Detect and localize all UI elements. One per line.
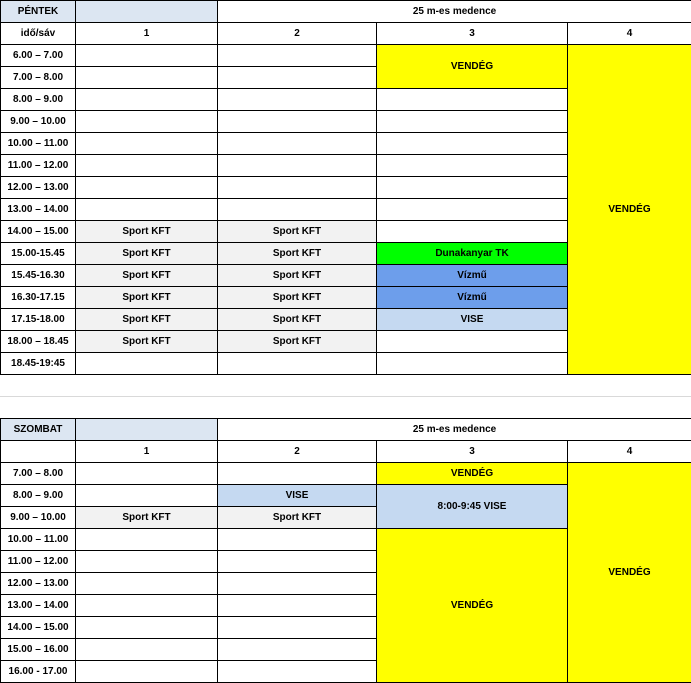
friday-slot-cell xyxy=(218,353,377,375)
friday-time-cell: 9.00 – 10.00 xyxy=(1,111,76,133)
friday-slot-cell xyxy=(377,199,568,221)
friday-slot-cell xyxy=(76,67,218,89)
saturday-time-cell: 7.00 – 8.00 xyxy=(1,463,76,485)
friday-slot-cell xyxy=(76,111,218,133)
saturday-lane-2-sport-kft: Sport KFT xyxy=(218,507,377,529)
saturday-schedule-table xyxy=(0,418,691,683)
saturday-lane-3-header: 3 xyxy=(377,441,568,463)
friday-lane-1-sport-kft: Sport KFT xyxy=(76,221,218,243)
friday-slot-cell xyxy=(377,221,568,243)
friday-lane-1-sport-kft: Sport KFT xyxy=(76,309,218,331)
friday-lane-2-sport-kft: Sport KFT xyxy=(218,287,377,309)
saturday-lane-1-sport-kft: Sport KFT xyxy=(76,507,218,529)
saturday-slot-cell xyxy=(76,529,218,551)
friday-slot-cell xyxy=(377,155,568,177)
saturday-slot-cell xyxy=(76,573,218,595)
saturday-time-cell: 12.00 – 13.00 xyxy=(1,573,76,595)
friday-lane-1-header: 1 xyxy=(76,23,218,45)
friday-time-cell: 15.45-16.30 xyxy=(1,265,76,287)
saturday-slot-cell xyxy=(76,551,218,573)
friday-slot-cell xyxy=(218,133,377,155)
friday-slot-cell xyxy=(76,177,218,199)
saturday-slot-cell xyxy=(76,617,218,639)
friday-lane-3-vendeg-block: VENDÉG xyxy=(377,45,568,89)
friday-slot-cell xyxy=(218,111,377,133)
friday-lane-3-header: 3 xyxy=(377,23,568,45)
friday-lane-1-sport-kft: Sport KFT xyxy=(76,331,218,353)
saturday-time-cell: 16.00 - 17.00 xyxy=(1,661,76,683)
friday-lane-2-sport-kft: Sport KFT xyxy=(218,331,377,353)
saturday-slot-cell xyxy=(218,573,377,595)
saturday-slot-cell xyxy=(218,617,377,639)
saturday-slot-cell xyxy=(218,551,377,573)
saturday-time-cell: 14.00 – 15.00 xyxy=(1,617,76,639)
friday-lane-1-sport-kft: Sport KFT xyxy=(76,243,218,265)
friday-time-cell: 18.00 – 18.45 xyxy=(1,331,76,353)
friday-slot-cell xyxy=(76,353,218,375)
friday-time-cell: 15.00-15.45 xyxy=(1,243,76,265)
friday-lane-2-sport-kft: Sport KFT xyxy=(218,221,377,243)
friday-time-cell: 12.00 – 13.00 xyxy=(1,177,76,199)
saturday-pool-title: 25 m-es medence xyxy=(218,419,691,441)
friday-time-cell: 6.00 – 7.00 xyxy=(1,45,76,67)
friday-time-cell: 11.00 – 12.00 xyxy=(1,155,76,177)
friday-lane-3-vise: VISE xyxy=(377,309,568,331)
saturday-lane-4-header: 4 xyxy=(568,441,691,463)
saturday-header-blank xyxy=(76,419,218,441)
friday-time-cell: 18.45-19:45 xyxy=(1,353,76,375)
friday-slot-cell xyxy=(76,45,218,67)
saturday-slot-cell xyxy=(218,639,377,661)
gap-gridline xyxy=(0,396,691,397)
friday-day-label: PÉNTEK xyxy=(1,1,76,23)
friday-slot-cell xyxy=(218,155,377,177)
friday-time-cell: 13.00 – 14.00 xyxy=(1,199,76,221)
friday-time-cell: 16.30-17.15 xyxy=(1,287,76,309)
saturday-lane-2-header: 2 xyxy=(218,441,377,463)
friday-lane-3-dunakanyar: Dunakanyar TK xyxy=(377,243,568,265)
saturday-lane-2-vise: VISE xyxy=(218,485,377,507)
friday-slot-cell xyxy=(218,199,377,221)
friday-lane-2-header: 2 xyxy=(218,23,377,45)
saturday-slot-cell xyxy=(76,595,218,617)
saturday-slot-cell xyxy=(76,661,218,683)
friday-slot-cell xyxy=(218,45,377,67)
saturday-lane-1-header: 1 xyxy=(76,441,218,463)
saturday-time-cell: 11.00 – 12.00 xyxy=(1,551,76,573)
friday-slot-cell xyxy=(76,133,218,155)
friday-time-cell: 10.00 – 11.00 xyxy=(1,133,76,155)
friday-slot-cell xyxy=(76,155,218,177)
saturday-slot-cell xyxy=(218,463,377,485)
saturday-slot-cell xyxy=(218,529,377,551)
friday-lane-3-vizmu: Vízmű xyxy=(377,265,568,287)
saturday-time-cell: 10.00 – 11.00 xyxy=(1,529,76,551)
friday-slot-cell xyxy=(377,133,568,155)
friday-lane-4-vendeg-block: VENDÉG xyxy=(568,45,691,375)
friday-slot-cell xyxy=(218,67,377,89)
saturday-time-cell: 15.00 – 16.00 xyxy=(1,639,76,661)
saturday-slot-cell xyxy=(76,639,218,661)
friday-header-blank xyxy=(76,1,218,23)
saturday-slot-cell xyxy=(76,463,218,485)
friday-time-cell: 17.15-18.00 xyxy=(1,309,76,331)
friday-lane-1-sport-kft: Sport KFT xyxy=(76,287,218,309)
friday-time-cell: 14.00 – 15.00 xyxy=(1,221,76,243)
friday-slot-cell xyxy=(377,331,568,353)
friday-slot-cell xyxy=(377,89,568,111)
friday-slot-cell xyxy=(377,353,568,375)
saturday-lane-4-vendeg-block: VENDÉG xyxy=(568,463,691,683)
saturday-day-label: SZOMBAT xyxy=(1,419,76,441)
friday-slot-cell xyxy=(76,89,218,111)
friday-slot-cell xyxy=(218,177,377,199)
friday-lane-1-sport-kft: Sport KFT xyxy=(76,265,218,287)
friday-lane-2-sport-kft: Sport KFT xyxy=(218,309,377,331)
saturday-lane-3-vendeg-block: VENDÉG xyxy=(377,529,568,683)
friday-slot-cell xyxy=(377,111,568,133)
saturday-lane-3-vise-block: 8:00-9:45 VISE xyxy=(377,485,568,529)
friday-slot-cell xyxy=(76,199,218,221)
friday-lane-4-header: 4 xyxy=(568,23,691,45)
saturday-time-lane-header xyxy=(1,441,76,463)
friday-slot-cell xyxy=(218,89,377,111)
saturday-slot-cell xyxy=(218,661,377,683)
saturday-lane-3-vendeg: VENDÉG xyxy=(377,463,568,485)
saturday-time-cell: 9.00 – 10.00 xyxy=(1,507,76,529)
friday-lane-2-sport-kft: Sport KFT xyxy=(218,243,377,265)
friday-pool-title: 25 m-es medence xyxy=(218,1,691,23)
friday-lane-3-vizmu: Vízmű xyxy=(377,287,568,309)
saturday-time-cell: 13.00 – 14.00 xyxy=(1,595,76,617)
saturday-slot-cell xyxy=(76,485,218,507)
friday-time-cell: 8.00 – 9.00 xyxy=(1,89,76,111)
saturday-slot-cell xyxy=(218,595,377,617)
friday-time-cell: 7.00 – 8.00 xyxy=(1,67,76,89)
saturday-time-cell: 8.00 – 9.00 xyxy=(1,485,76,507)
friday-slot-cell xyxy=(377,177,568,199)
friday-lane-2-sport-kft: Sport KFT xyxy=(218,265,377,287)
friday-time-lane-header: idő/sáv xyxy=(1,23,76,45)
